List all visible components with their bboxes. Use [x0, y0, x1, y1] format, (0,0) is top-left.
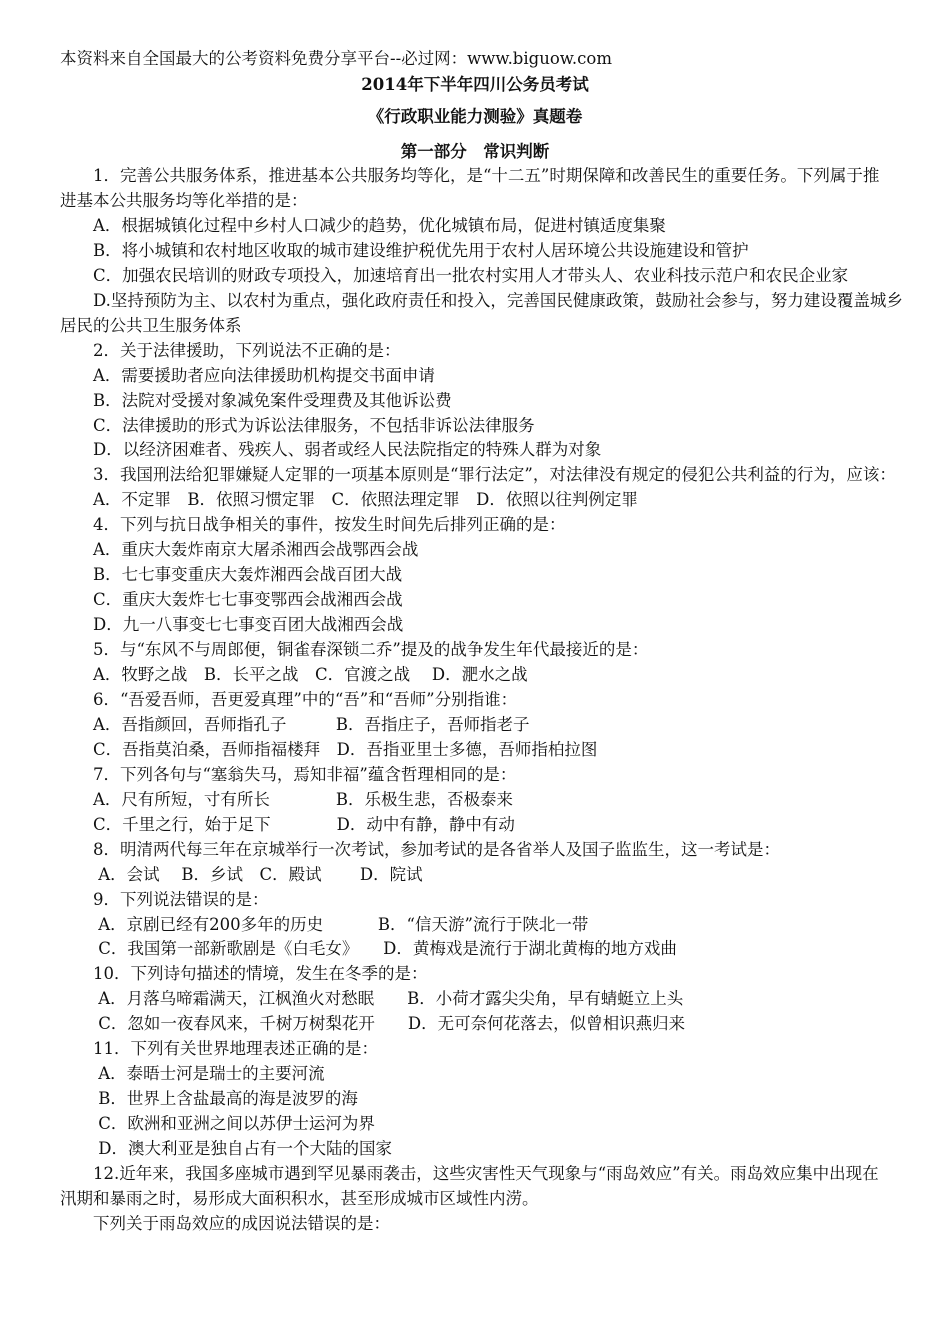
text-line: 12.近年来，我国多座城市遇到罕见暴雨袭击，这些灾害性天气现象与“雨岛效应”有关。雨岛效应集中出现在 — [60, 1164, 879, 1183]
text-line: A．会试 B．乡试 C．殿试 D．院试 — [60, 864, 423, 884]
text-line: 2．关于法律援助，下列说法不正确的是： — [60, 340, 401, 360]
text-line: C．加强农民培训的财政专项投入，加速培育出一批农村实用人才带头人、农业科技示范户和农民企业家 — [60, 265, 849, 285]
text-line: D．九一八事变七七事变百团大战湘西会战 — [60, 615, 404, 635]
section-heading: 第一部分 常识判断 — [400, 142, 550, 161]
text-line: A．不定罪 B．依照习惯定罪 C．依照法理定罪 D．依照以往判例定罪 — [60, 490, 638, 510]
text-line: A．月落乌啼霜满天，江枫渔火对愁眠 B．小荷才露尖尖角，早有蜻蜓立上头 — [60, 989, 684, 1009]
source-line: 本资料来自全国最大的公考资料免费分享平台--必过网：www.biguow.com — [60, 49, 613, 68]
text-line: C．吾指莫泊桑，吾师指福楼拜 D．吾指亚里士多德，吾师指柏拉图 — [60, 739, 598, 759]
text-line: A．牧野之战 B．长平之战 C．官渡之战 D．淝水之战 — [60, 665, 528, 684]
text-line: B．将小城镇和农村地区收取的城市建设维护税优先用于农村人居环境公共设施建设和管护 — [60, 240, 749, 260]
text-line: A．京剧已经有200多年的历史 B．“信天游”流行于陕北一带 — [60, 914, 589, 934]
text-line: 11．下列有关世界地理表述正确的是： — [60, 1039, 378, 1059]
exam-subtitle: 《行政职业能力测验》真题卷 — [367, 107, 583, 126]
text-line: C．忽如一夜春风来，千树万树梨花开 D．无可奈何花落去，似曾相识燕归来 — [60, 1014, 686, 1034]
text-line: 9．下列说法错误的是： — [60, 889, 269, 909]
text-line: D.坚持预防为主、以农村为重点，强化政府责任和投入，完善国民健康政策，鼓励社会参与，努力建设覆盖城乡 — [60, 290, 903, 310]
text-line: 下列关于雨岛效应的成因说法错误的是： — [60, 1213, 390, 1233]
text-line: 居民的公共卫生服务体系 — [60, 315, 242, 335]
text-line: B．法院对受援对象减免案件受理费及其他诉讼费 — [60, 390, 452, 410]
text-line: B．世界上含盐最高的海是波罗的海 — [60, 1089, 358, 1109]
text-line: A．需要援助者应向法律援助机构提交书面申请 — [60, 365, 435, 385]
text-line: 1．完善公共服务体系，推进基本公共服务均等化，是“十二五”时期保障和改善民生的重要任务。下列属于推 — [60, 166, 880, 185]
text-line: C．我国第一部新歌剧是《白毛女》 D．黄梅戏是流行于湖北黄梅的地方戏曲 — [60, 939, 677, 959]
exam-title: 2014年下半年四川公务员考试 — [361, 75, 589, 94]
text-line: A．重庆大轰炸南京大屠杀湘西会战鄂西会战 — [60, 540, 419, 560]
text-line: C．法律援助的形式为诉讼法律服务，不包括非诉讼法律服务 — [60, 415, 535, 435]
text-line: 10．下列诗句描述的情境，发生在冬季的是： — [60, 964, 428, 984]
text-line: 进基本公共服务均等化举措的是： — [60, 190, 308, 210]
text-line: D．以经济困难者、残疾人、弱者或经人民法院指定的特殊人群为对象 — [60, 440, 602, 460]
text-line: 3．我国刑法给犯罪嫌疑人定罪的一项基本原则是“罪行法定”，对法律没有规定的侵犯公共利益的行为，应该： — [60, 465, 896, 485]
text-line: A．根据城镇化过程中乡村人口减少的趋势，优化城镇布局，促进村镇适度集聚 — [60, 215, 666, 235]
text-line: C．欧洲和亚洲之间以苏伊士运河为界 — [60, 1114, 375, 1134]
text-line: 4．下列与抗日战争相关的事件，按发生时间先后排列正确的是： — [60, 515, 566, 535]
text-line: C．重庆大轰炸七七事变鄂西会战湘西会战 — [60, 590, 403, 610]
text-line: C．千里之行，始于足下 D．动中有静，静中有动 — [60, 814, 515, 834]
text-line: B．七七事变重庆大轰炸湘西会战百团大战 — [60, 565, 403, 585]
text-line: 5．与“东风不与周郎便，铜雀春深锁二乔”提及的战争发生年代最接近的是： — [60, 640, 649, 659]
text-line: 汛期和暴雨之时，易形成大面积积水，甚至形成城市区域性内涝。 — [60, 1188, 539, 1208]
text-line: 8．明清两代每三年在京城举行一次考试，参加考试的是各省举人及国子监监生，这一考试是： — [60, 839, 780, 859]
text-line: A．吾指颜回，吾师指孔子 B．吾指庄子，吾师指老子 — [60, 714, 530, 734]
text-line: A．尺有所短，寸有所长 B．乐极生悲，否极泰来 — [60, 789, 514, 809]
text-line: 7．下列各句与“塞翁失马，焉知非福”蕴含哲理相同的是： — [60, 764, 517, 784]
text-line: D．澳大利亚是独自占有一个大陆的国家 — [60, 1139, 392, 1158]
text-line: A．泰晤士河是瑞士的主要河流 — [60, 1064, 325, 1084]
text-line: 6．“吾爱吾师，吾更爱真理”中的“吾”和“吾师”分别指谁： — [60, 689, 518, 709]
